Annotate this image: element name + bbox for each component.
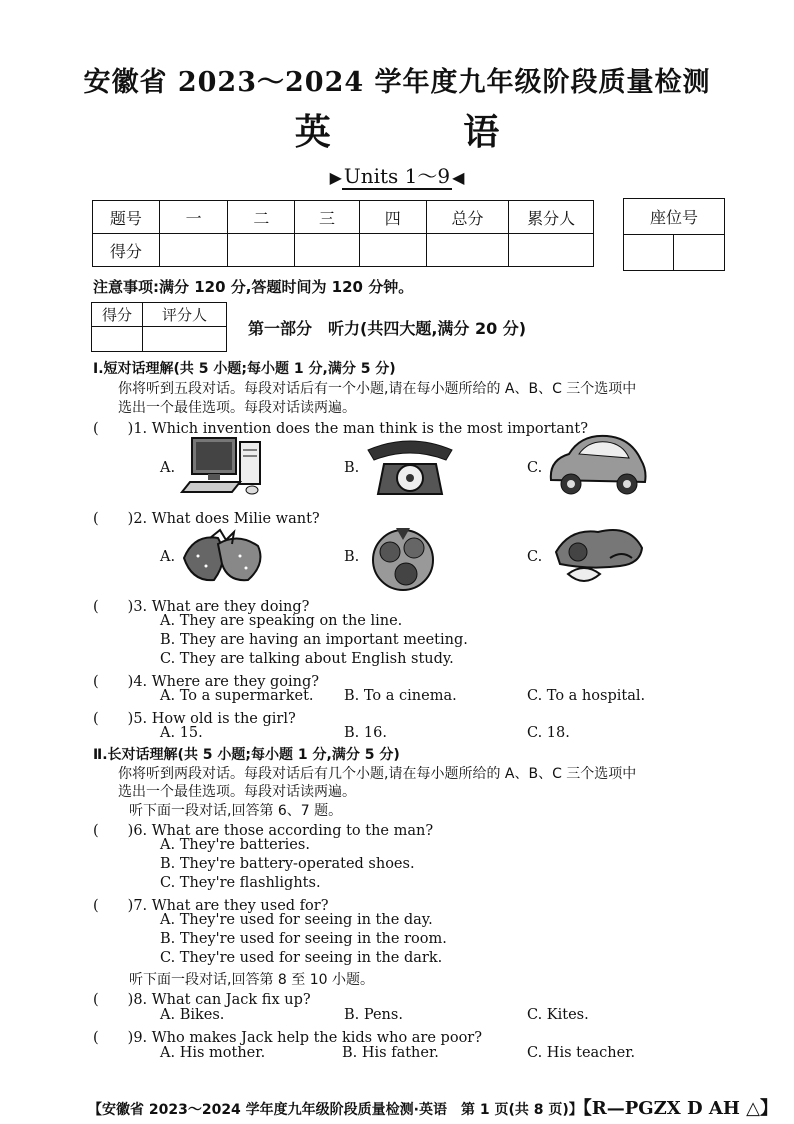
part-one-heading: 第一部分 听力(共四大题,满分 20 分) (248, 319, 527, 338)
grader-blank-cell[interactable] (143, 327, 227, 352)
score-blank-cell[interactable] (295, 234, 360, 267)
option-c: C. 18. (527, 725, 570, 741)
subject-title: 英 语 (294, 111, 560, 153)
score-blank-cell[interactable] (159, 234, 228, 267)
section1-instruction: 选出一个最佳选项。每段对话读两遍。 (118, 400, 356, 416)
score-header-cell: 累分人 (509, 201, 594, 234)
exam-title: 安徽省 2023～2024 学年度九年级阶段质量检测 (83, 67, 711, 98)
strawberries-icon (174, 528, 270, 588)
option-b: B. To a cinema. (344, 688, 457, 704)
grader-score-label: 得分 (92, 303, 143, 327)
question-stem: 7. What are they used for? (133, 898, 329, 914)
answer-blank[interactable]: ( ) (93, 992, 134, 1008)
section2-title: Ⅱ.长对话理解(共 5 小题;每小题 1 分,满分 5 分) (93, 747, 400, 763)
option-label: A. (160, 460, 176, 476)
section1-instruction: 你将听到五段对话。每段对话后有一个小题,请在每小题所给的 A、B、C 三个选项中 (118, 381, 637, 397)
option-label: B. (344, 549, 360, 565)
question-2 (93, 507, 320, 528)
option-c: C. Kites. (527, 1007, 589, 1023)
grader-table (91, 302, 227, 352)
question-9 (93, 1026, 482, 1047)
option-b: B. They're used for seeing in the room. (160, 931, 447, 947)
option-label: B. (344, 460, 360, 476)
option-a: A. They are speaking on the line. (160, 613, 403, 629)
answer-blank[interactable]: ( ) (93, 599, 134, 615)
seat-blank-cell[interactable] (624, 235, 674, 271)
answer-blank[interactable]: ( ) (93, 1030, 134, 1046)
seat-blank-cell[interactable] (674, 235, 725, 271)
vegetables-icon (550, 522, 646, 592)
seat-label: 座位号 (624, 199, 725, 235)
option-b: B. His father. (342, 1045, 439, 1061)
option-a: A. They're used for seeing in the day. (160, 912, 433, 928)
units-text: Units 1～9 (343, 164, 451, 188)
option-label: C. (527, 460, 543, 476)
option-a: A. They're batteries. (160, 837, 310, 853)
answer-blank[interactable]: ( ) (93, 898, 134, 914)
score-row-label: 得分 (93, 234, 160, 267)
question-stem: 5. How old is the girl? (133, 711, 296, 727)
question-stem: 9. Who makes Jack help the kids who are poor? (133, 1030, 483, 1046)
score-blank-cell[interactable] (509, 234, 594, 267)
score-header-cell: 二 (228, 201, 295, 234)
answer-blank[interactable]: ( ) (93, 823, 134, 839)
section1-title: Ⅰ.短对话理解(共 5 小题;每小题 1 分,满分 5 分) (93, 361, 396, 377)
score-blank-cell[interactable] (228, 234, 295, 267)
option-c: C. His teacher. (527, 1045, 636, 1061)
notice-text: 注意事项:满分 120 分,答题时间为 120 分钟。 (93, 278, 414, 296)
option-label: C. (527, 549, 543, 565)
computer-icon (180, 436, 276, 498)
option-b: B. They are having an important meeting. (160, 632, 468, 648)
section2-instruction: 选出一个最佳选项。每段对话读两遍。 (118, 784, 356, 800)
page-footer (88, 1094, 778, 1120)
option-c: C. They're used for seeing in the dark. (160, 950, 443, 966)
question-stem: 1. Which invention does the man think is the most important? (133, 421, 588, 437)
score-blank-cell[interactable] (426, 234, 509, 267)
question-stem: 3. What are they doing? (133, 599, 310, 615)
question-8 (93, 988, 311, 1009)
answer-blank[interactable]: ( ) (93, 511, 134, 527)
right-marker-icon: ◀ (452, 168, 465, 187)
option-a: A. His mother. (160, 1045, 266, 1061)
option-a: A. 15. (160, 725, 203, 741)
option-b: B. 16. (344, 725, 387, 741)
question-1 (93, 417, 588, 438)
score-header-cell: 四 (359, 201, 426, 234)
score-header-cell: 三 (295, 201, 360, 234)
telephone-icon (362, 436, 458, 498)
left-marker-icon: ▶ (329, 168, 342, 187)
answer-blank[interactable]: ( ) (93, 421, 134, 437)
dialogue-intro: 听下面一段对话,回答第 8 至 10 小题。 (129, 972, 374, 988)
option-a: A. Bikes. (160, 1007, 225, 1023)
section2-instruction: 你将听到两段对话。每段对话后有几个小题,请在每小题所给的 A、B、C 三个选项中 (118, 766, 637, 782)
question-stem: 8. What can Jack fix up? (133, 992, 311, 1008)
question-stem: 2. What does Milie want? (133, 511, 320, 527)
score-table (92, 200, 594, 267)
score-blank-cell[interactable] (359, 234, 426, 267)
option-b: B. Pens. (344, 1007, 403, 1023)
units-label (0, 160, 794, 189)
question-stem: 4. Where are they going? (133, 674, 320, 690)
score-header-cell: 一 (159, 201, 228, 234)
option-c: C. To a hospital. (527, 688, 646, 704)
answer-blank[interactable]: ( ) (93, 711, 134, 727)
option-c: C. They're flashlights. (160, 875, 321, 891)
option-label: A. (160, 549, 176, 565)
seat-table (623, 198, 725, 271)
option-c: C. They are talking about English study. (160, 651, 454, 667)
answer-blank[interactable]: ( ) (93, 674, 134, 690)
grader-reviewer-label: 评分人 (143, 303, 227, 327)
grader-blank-cell[interactable] (92, 327, 143, 352)
car-icon (545, 430, 649, 498)
footer-code: 【R—PGZX D AH △】 (582, 1098, 778, 1119)
score-header-cell: 题号 (93, 201, 160, 234)
footer-text: 【安徽省 2023～2024 学年度九年级阶段质量检测·英语 第 1 页(共 8 页)】 (88, 1102, 583, 1118)
question-stem: 6. What are those according to the man? (133, 823, 434, 839)
dialogue-intro: 听下面一段对话,回答第 6、7 题。 (129, 803, 343, 819)
option-b: B. They're battery-operated shoes. (160, 856, 415, 872)
score-header-cell: 总分 (426, 201, 509, 234)
fruit-plate-icon (366, 524, 440, 592)
option-a: A. To a supermarket. (160, 688, 314, 704)
